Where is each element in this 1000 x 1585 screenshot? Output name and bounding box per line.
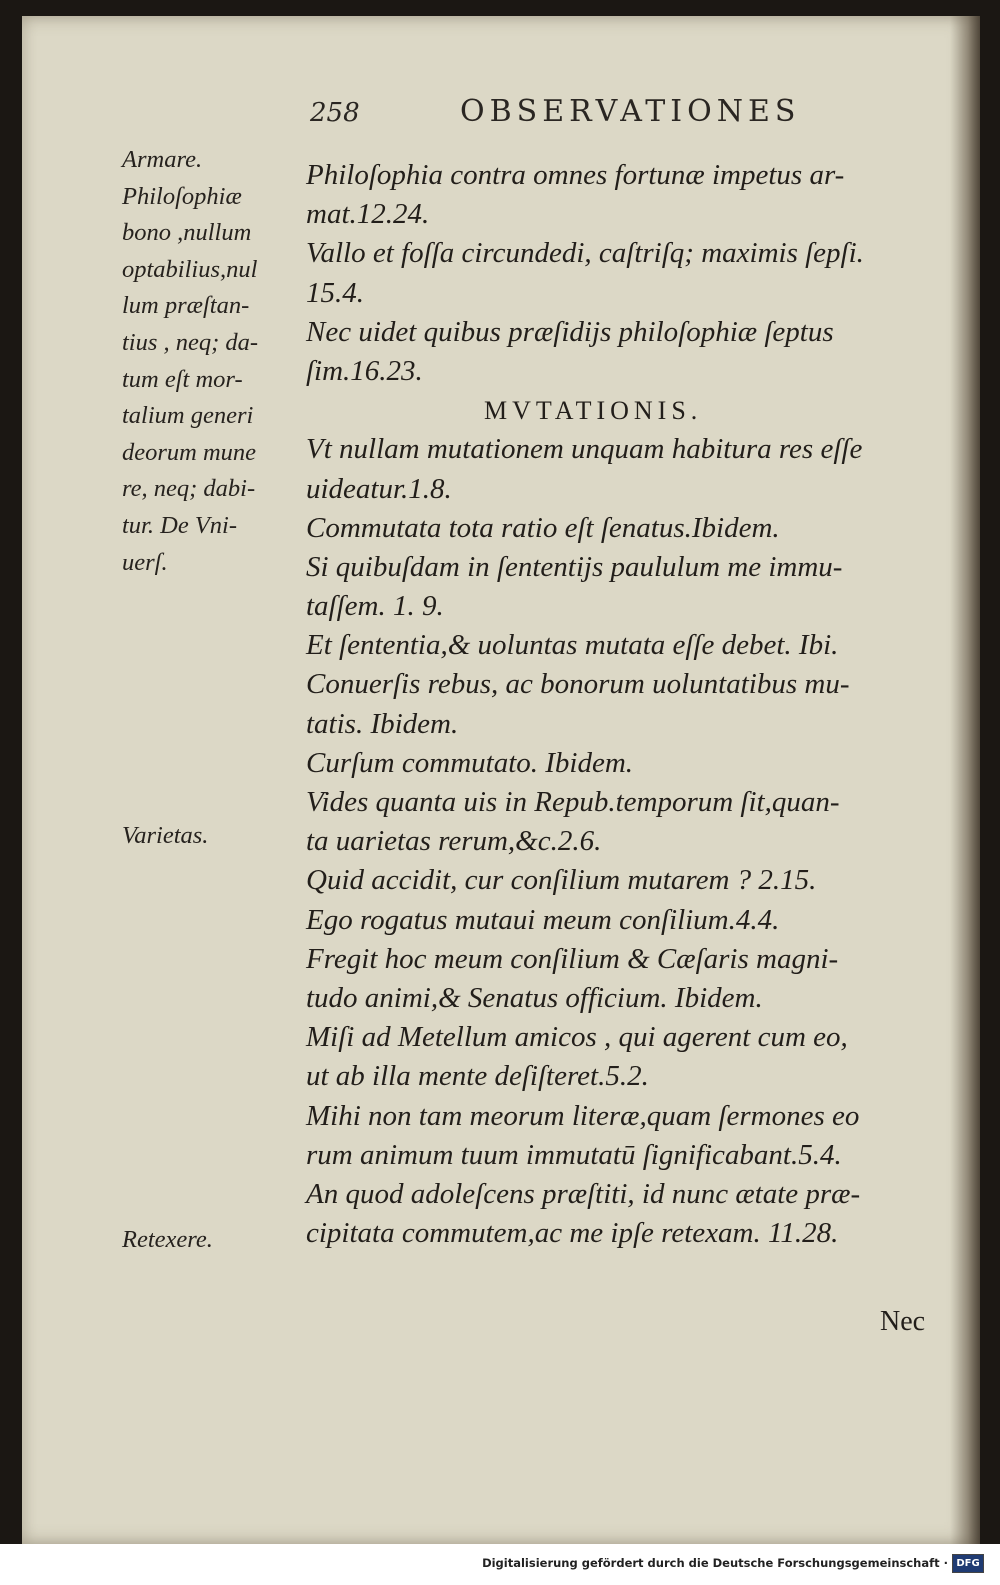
text-line: tatis. Ibidem.	[306, 707, 459, 740]
margin-note-line: Varietas.	[122, 822, 209, 849]
margin-note-line: lum præſtan-	[122, 292, 250, 320]
text-line: Conuerſis rebus, ac bonorum uoluntatibus mu-	[306, 668, 850, 701]
margin-note-line: talium generi	[122, 402, 254, 430]
margin-note-line: tum eſt mor-	[122, 365, 243, 393]
book-page	[22, 16, 980, 1544]
body-text	[306, 156, 956, 1253]
text-line: ut ab illa mente deſiſteret.5.2.	[306, 1060, 649, 1093]
page-header	[22, 94, 980, 134]
text-line: Philoſophia contra omnes fortunæ impetus ar-	[306, 159, 845, 191]
margin-note-line: tius , neq; da-	[122, 328, 259, 356]
text-line: Nec uidet quibus præſidijs philoſophiæ ſeptus	[306, 315, 834, 348]
margin-note-line: Retexere.	[122, 1226, 213, 1253]
catchword: Nec	[880, 1306, 926, 1337]
text-line: cipitata commutem,ac me ipſe retexam. 11.28.	[306, 1217, 839, 1250]
text-line: Vides quanta uis in Repub.temporum ſit,quan-	[306, 786, 840, 818]
margin-note-line: Philoſophiæ	[122, 182, 242, 210]
text-line: ſim.16.23.	[306, 354, 423, 387]
text-line: Vallo et foſſa circundedi, caſtriſq; maximis ſepſi.	[306, 237, 864, 270]
text-line: Et ſententia,& uoluntas mutata eſſe debet. Ibi.	[306, 629, 839, 662]
margin-note-line: deorum mune	[122, 438, 257, 466]
text-line: Commutata tota ratio eſt ſenatus.Ibidem.	[306, 511, 780, 544]
text-line: Ego rogatus mutaui meum conſilium.4.4.	[306, 903, 780, 936]
text-line: taſſem. 1. 9.	[306, 590, 444, 623]
text-line: Quid accidit, cur conſilium mutarem ? 2.15.	[306, 864, 817, 897]
margin-note	[122, 142, 312, 581]
running-head: OBSERVATIONES	[460, 94, 801, 129]
text-line: tudo animi,& Senatus officium. Ibidem.	[306, 981, 763, 1014]
margin-note-line: re, neq; dabi-	[122, 475, 256, 503]
text-line: Miſi ad Metellum amicos , qui agerent cum eo,	[306, 1021, 848, 1054]
text-line: Fregit hoc meum conſilium & Cæſaris magni-	[306, 942, 839, 975]
margin-note-line: optabilius,nul	[122, 255, 258, 283]
text-line: 15.4.	[306, 276, 364, 309]
margin-note-line: tur. De Vni-	[122, 511, 237, 539]
margin-note-line: uerſ.	[122, 548, 168, 576]
margin-note	[122, 818, 312, 855]
text-line: An quod adoleſcens præſtiti, id nunc ætate præ-	[306, 1177, 861, 1210]
text-line: mat.12.24.	[306, 198, 430, 231]
text-line: Curſum commutato. Ibidem.	[306, 746, 634, 779]
text-line: rum animum tuum immutatū ſignificabant.5.4.	[306, 1138, 842, 1171]
margin-note-line: bono ,nullum	[122, 219, 252, 247]
section-heading: MVTATIONIS.	[484, 396, 703, 426]
text-line: uideatur.1.8.	[306, 472, 452, 505]
text-line: Vt nullam mutationem unquam habitura res eſſe	[306, 433, 863, 466]
margin-note	[122, 1222, 312, 1259]
margin-note-line: Armare.	[122, 146, 203, 173]
digitization-footer	[0, 1544, 1000, 1585]
page-number: 258	[310, 98, 360, 128]
dfg-logo: DFG	[952, 1554, 984, 1573]
text-line: Mihi non tam meorum literæ,quam ſermones eo	[306, 1099, 860, 1132]
text-line: ta uarietas rerum,&c.2.6.	[306, 825, 602, 858]
text-line: Si quibuſdam in ſententijs paululum me immu-	[306, 550, 843, 583]
footer-credit: Digitalisierung gefördert durch die Deutsche Forschungsgemeinschaft ·	[482, 1556, 948, 1570]
